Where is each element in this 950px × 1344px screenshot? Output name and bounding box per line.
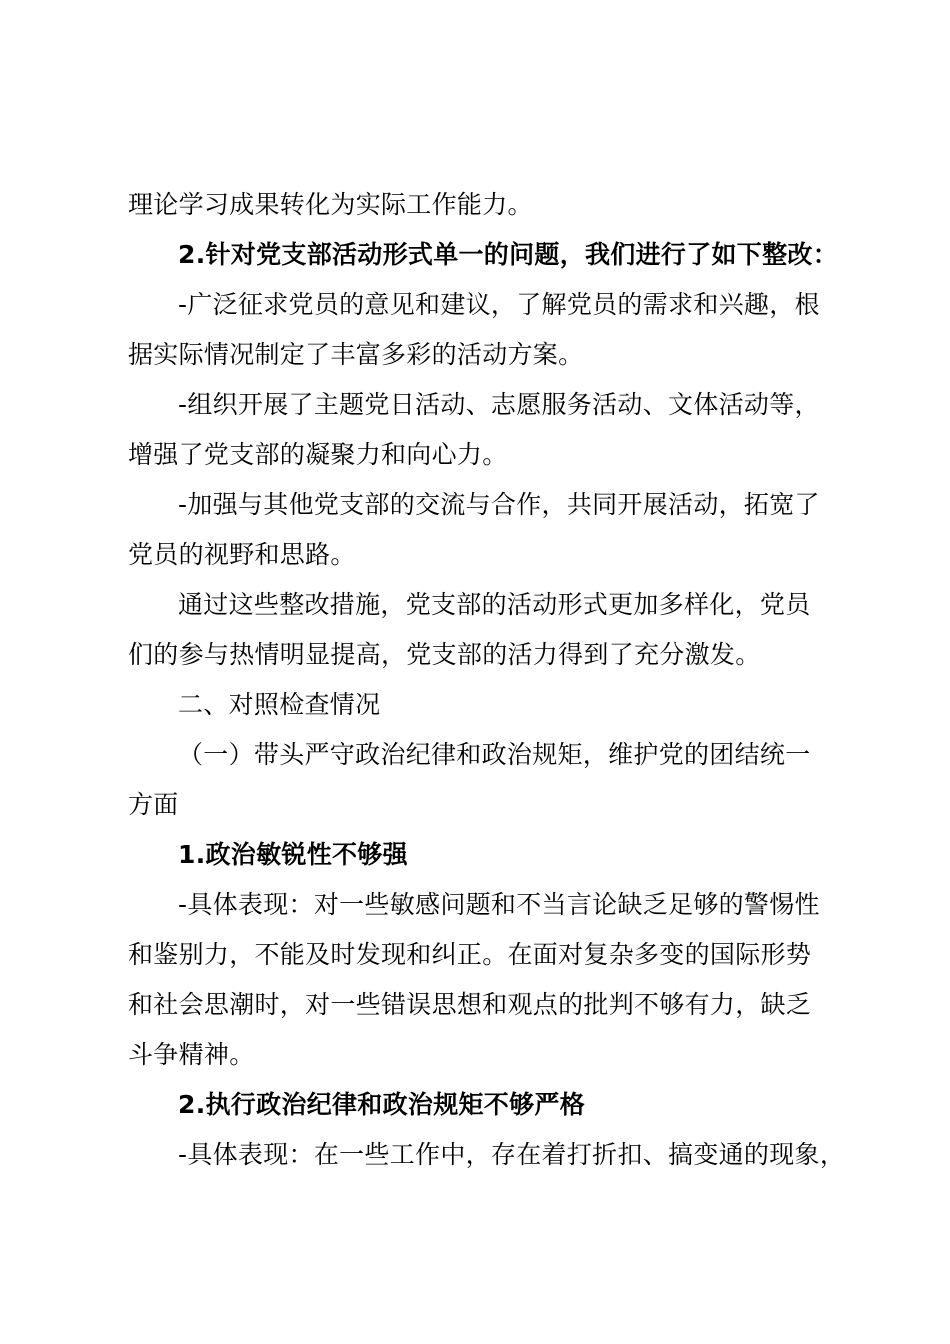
item-heading-1: 1.政治敏锐性不够强: [178, 840, 408, 869]
text-line-1: 理论学习成果转化为实际工作能力。: [128, 190, 533, 219]
item-heading-2: 2.执行政治纪律和政治规矩不够严格: [178, 1090, 585, 1119]
text-line-4: 据实际情况制定了丰富多彩的活动方案。: [128, 340, 584, 369]
text-line-16: 和鉴别力，不能及时发现和纠正。在面对复杂多变的国际形势: [128, 940, 812, 969]
chapter-heading: 二、对照检查情况: [178, 690, 381, 719]
text-line-7: -加强与其他党支部的交流与合作，共同开展活动，拓宽了: [178, 490, 820, 519]
text-line-10: 们的参与热情明显提高，党支部的活力得到了充分激发。: [128, 640, 761, 669]
text-line-3: -广泛征求党员的意见和建议，了解党员的需求和兴趣，根: [178, 290, 820, 319]
subsection-heading-cont: 方面: [128, 790, 179, 819]
section-heading-2: 2.针对党支部活动形式单一的问题，我们进行了如下整改：: [178, 240, 838, 269]
text-line-6: 增强了党支部的凝聚力和向心力。: [128, 440, 508, 469]
text-line-20: -具体表现：在一些工作中，存在着打折扣、搞变通的现象，: [178, 1140, 846, 1169]
text-line-9: 通过这些整改措施，党支部的活动形式更加多样化，党员: [178, 590, 811, 619]
text-line-17: 和社会思潮时，对一些错误思想和观点的批判不够有力，缺乏: [128, 990, 812, 1019]
text-line-8: 党员的视野和思路。: [128, 540, 356, 569]
text-line-15: -具体表现：对一些敏感问题和不当言论缺乏足够的警惕性: [178, 890, 820, 919]
text-line-18: 斗争精神。: [128, 1040, 255, 1069]
text-line-5: -组织开展了主题党日活动、志愿服务活动、文体活动等，: [178, 390, 820, 419]
subsection-heading: （一）带头严守政治纪律和政治规矩，维护党的团结统一: [178, 740, 811, 769]
